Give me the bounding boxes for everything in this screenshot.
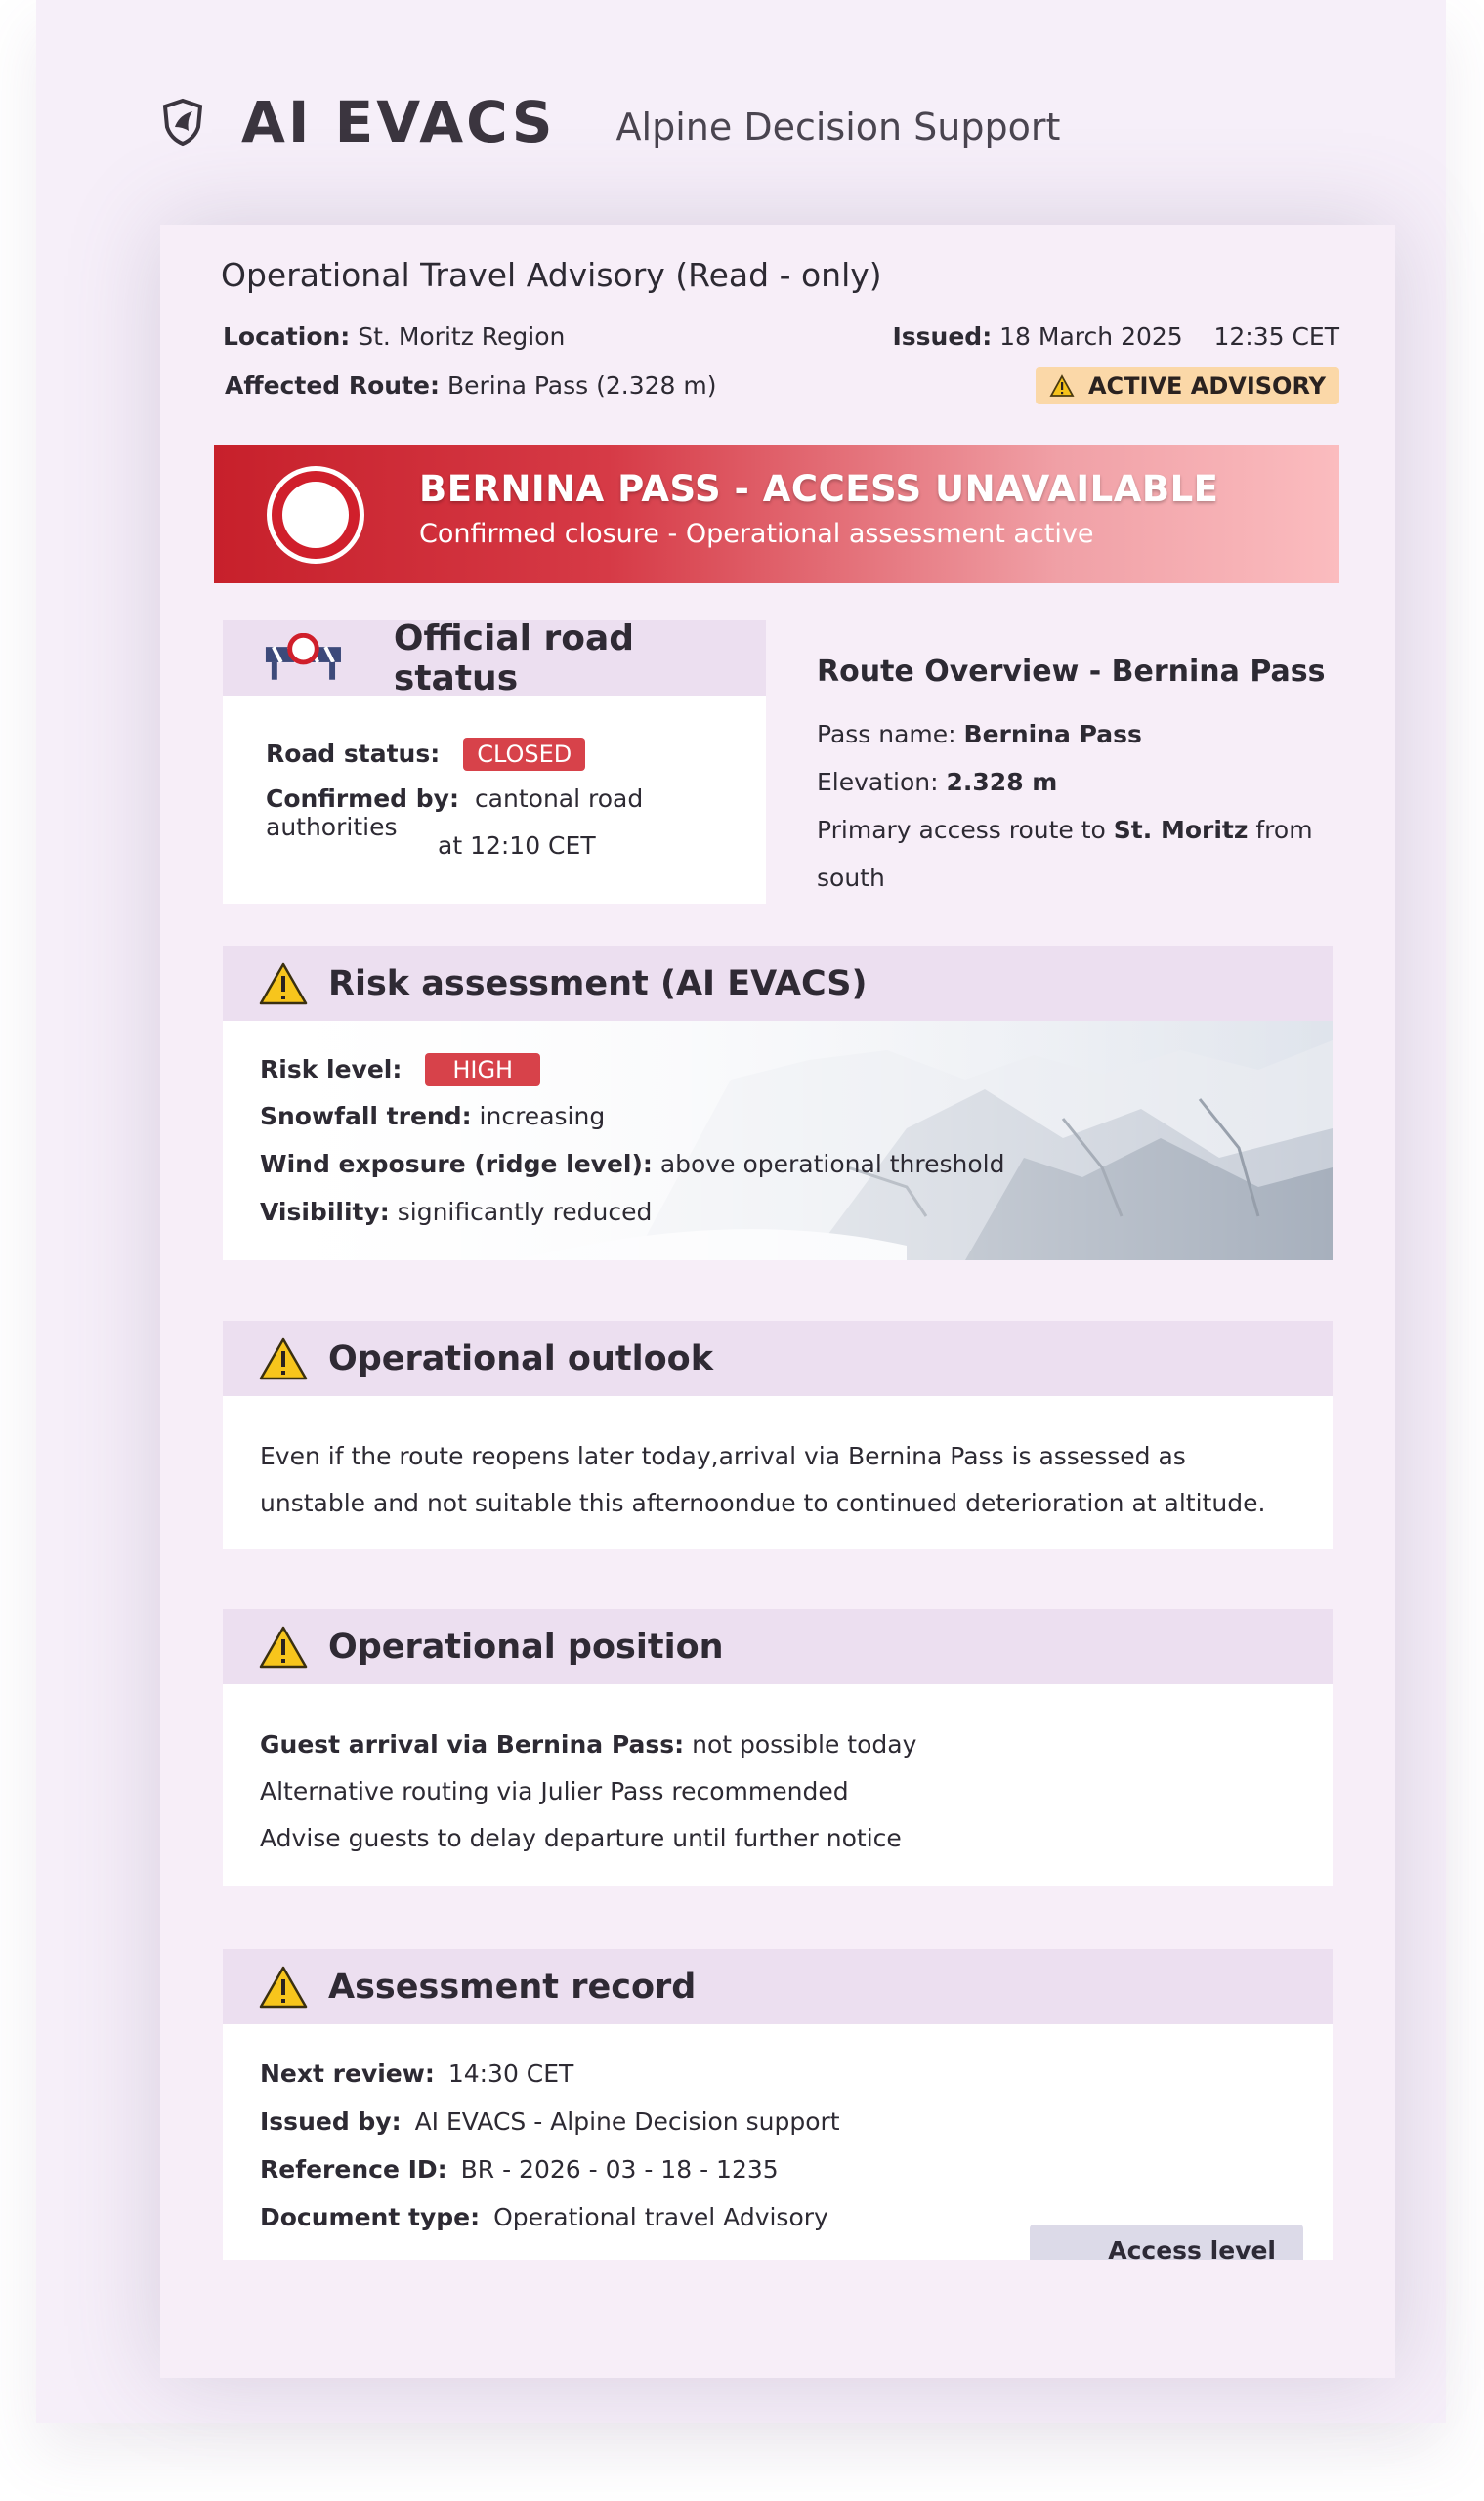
route-row [225, 371, 716, 400]
route-label: Affected Route: [225, 371, 441, 400]
access-route-prefix: Primary access route to [817, 816, 1106, 844]
closure-banner [214, 445, 1339, 583]
road-status-header [223, 617, 766, 699]
shield-logo-icon [161, 98, 204, 147]
issued-row [892, 322, 1339, 351]
assessment-record-body [223, 2024, 1333, 2260]
operational-position-title: Operational position [328, 1627, 724, 1667]
confirmed-value: cantonal road authorities [266, 784, 644, 841]
risk-level-badge: HIGH [425, 1053, 540, 1086]
guest-arrival-label: Guest arrival via Bernina Pass: [260, 1730, 685, 1759]
assessment-record-section [223, 1949, 1333, 2260]
outlook-line-1: Even if the route reopens later today,arrival via Bernina Pass is assessed as [260, 1442, 1186, 1470]
wind-row [260, 1150, 1004, 1178]
location-value: St. Moritz Region [358, 322, 566, 351]
operational-outlook-title: Operational outlook [328, 1338, 713, 1378]
reference-id-value: BR - 2026 - 03 - 18 - 1235 [460, 2155, 779, 2183]
closed-badge: CLOSED [463, 738, 585, 771]
warning-triangle-icon [258, 1965, 309, 2010]
issued-value: 18 March 2025 12:35 CET [999, 322, 1339, 351]
assessment-record-title: Assessment record [328, 1967, 697, 2007]
document-type-row [260, 2203, 828, 2231]
next-review-value: 14:30 CET [447, 2059, 574, 2088]
elevation-label: Elevation: [817, 768, 939, 796]
location-label: Location: [223, 322, 351, 351]
wind-value: above operational threshold [659, 1150, 1005, 1178]
risk-assessment-title: Risk assessment (AI EVACS) [328, 963, 868, 1003]
access-route-suffix: from south [817, 816, 1313, 892]
pass-name-row [817, 710, 1344, 758]
pass-name-label: Pass name: [817, 720, 956, 748]
banner-title: BERNINA PASS - ACCESS UNAVAILABLE [419, 468, 1219, 510]
next-review-label: Next review: [260, 2059, 435, 2088]
outlook-line-2: unstable and not suitable this afternoondue to continued deterioration at altitude. [260, 1489, 1266, 1517]
confirmed-label: Confirmed by: [266, 784, 459, 813]
confirmed-time: at 12:10 CET [438, 831, 596, 860]
issued-label: Issued: [892, 322, 993, 351]
road-status-row [266, 738, 585, 771]
warning-triangle-icon [1049, 374, 1075, 398]
snowfall-label: Snowfall trend: [260, 1102, 472, 1130]
visibility-label: Visibility: [260, 1198, 390, 1226]
pass-name-value: Bernina Pass [963, 720, 1142, 748]
assessment-record-header [223, 1949, 1333, 2024]
snowfall-value: increasing [479, 1102, 606, 1130]
next-review-row [260, 2059, 573, 2088]
warning-triangle-icon [258, 1625, 309, 1670]
app-title: AI EVACS [241, 89, 556, 155]
operational-outlook-header [223, 1321, 1333, 1396]
visibility-value: significantly reduced [397, 1198, 653, 1226]
no-entry-sign-icon [265, 464, 366, 566]
operational-position-section [223, 1609, 1333, 1886]
issued-by-label: Issued by: [260, 2107, 402, 2136]
guest-arrival-value: not possible today [692, 1730, 917, 1759]
warning-triangle-icon [258, 961, 309, 1006]
document-type-value: Operational travel Advisory [493, 2203, 828, 2231]
elevation-row [817, 758, 1344, 806]
risk-level-row [260, 1053, 540, 1086]
operational-position-header [223, 1609, 1333, 1684]
advisory-card [160, 225, 1395, 2378]
warning-triangle-icon [258, 1336, 309, 1381]
road-status-panel [223, 617, 766, 904]
document-type-label: Document type: [260, 2203, 481, 2231]
reference-id-row [260, 2155, 779, 2183]
alternative-routing-line: Alternative routing via Julier Pass recommended [260, 1777, 849, 1805]
risk-assessment-section [223, 946, 1333, 1260]
road-status-title: Official road status [393, 617, 635, 699]
access-route-destination: St. Moritz [1113, 816, 1249, 844]
route-overview-title: Route Overview - Bernina Pass [817, 655, 1326, 689]
operational-outlook-section [223, 1321, 1333, 1549]
issued-by-row [260, 2107, 840, 2136]
risk-level-label: Risk level: [260, 1055, 403, 1083]
guest-arrival-row [260, 1730, 916, 1759]
issued-by-value: AI EVACS - Alpine Decision support [414, 2107, 840, 2136]
brand-header [161, 90, 1060, 154]
risk-assessment-header [223, 946, 1333, 1021]
location-row [223, 322, 565, 351]
visibility-row [260, 1198, 652, 1226]
active-advisory-badge [1036, 367, 1339, 404]
snowfall-row [260, 1102, 605, 1130]
access-level-button[interactable]: Access level [1030, 2225, 1303, 2260]
app-subtitle: Alpine Decision Support [615, 106, 1061, 148]
active-advisory-label: ACTIVE ADVISORY [1087, 372, 1326, 400]
elevation-value: 2.328 m [946, 768, 1058, 796]
banner-subtitle: Confirmed closure - Operational assessment active [419, 519, 1094, 549]
delay-departure-line: Advise guests to delay departure until further notice [260, 1824, 902, 1852]
access-route-row [817, 806, 1344, 902]
page-frame [36, 0, 1446, 2423]
road-status-label: Road status: [266, 740, 441, 768]
route-overview [817, 655, 1344, 902]
route-value: Berina Pass (2.328 m) [446, 371, 717, 400]
advisory-title: Operational Travel Advisory (Read - only) [221, 256, 882, 294]
reference-id-label: Reference ID: [260, 2155, 447, 2183]
wind-label: Wind exposure (ridge level): [260, 1150, 653, 1178]
risk-assessment-body [223, 1021, 1333, 1260]
road-barrier-icon [262, 633, 345, 684]
